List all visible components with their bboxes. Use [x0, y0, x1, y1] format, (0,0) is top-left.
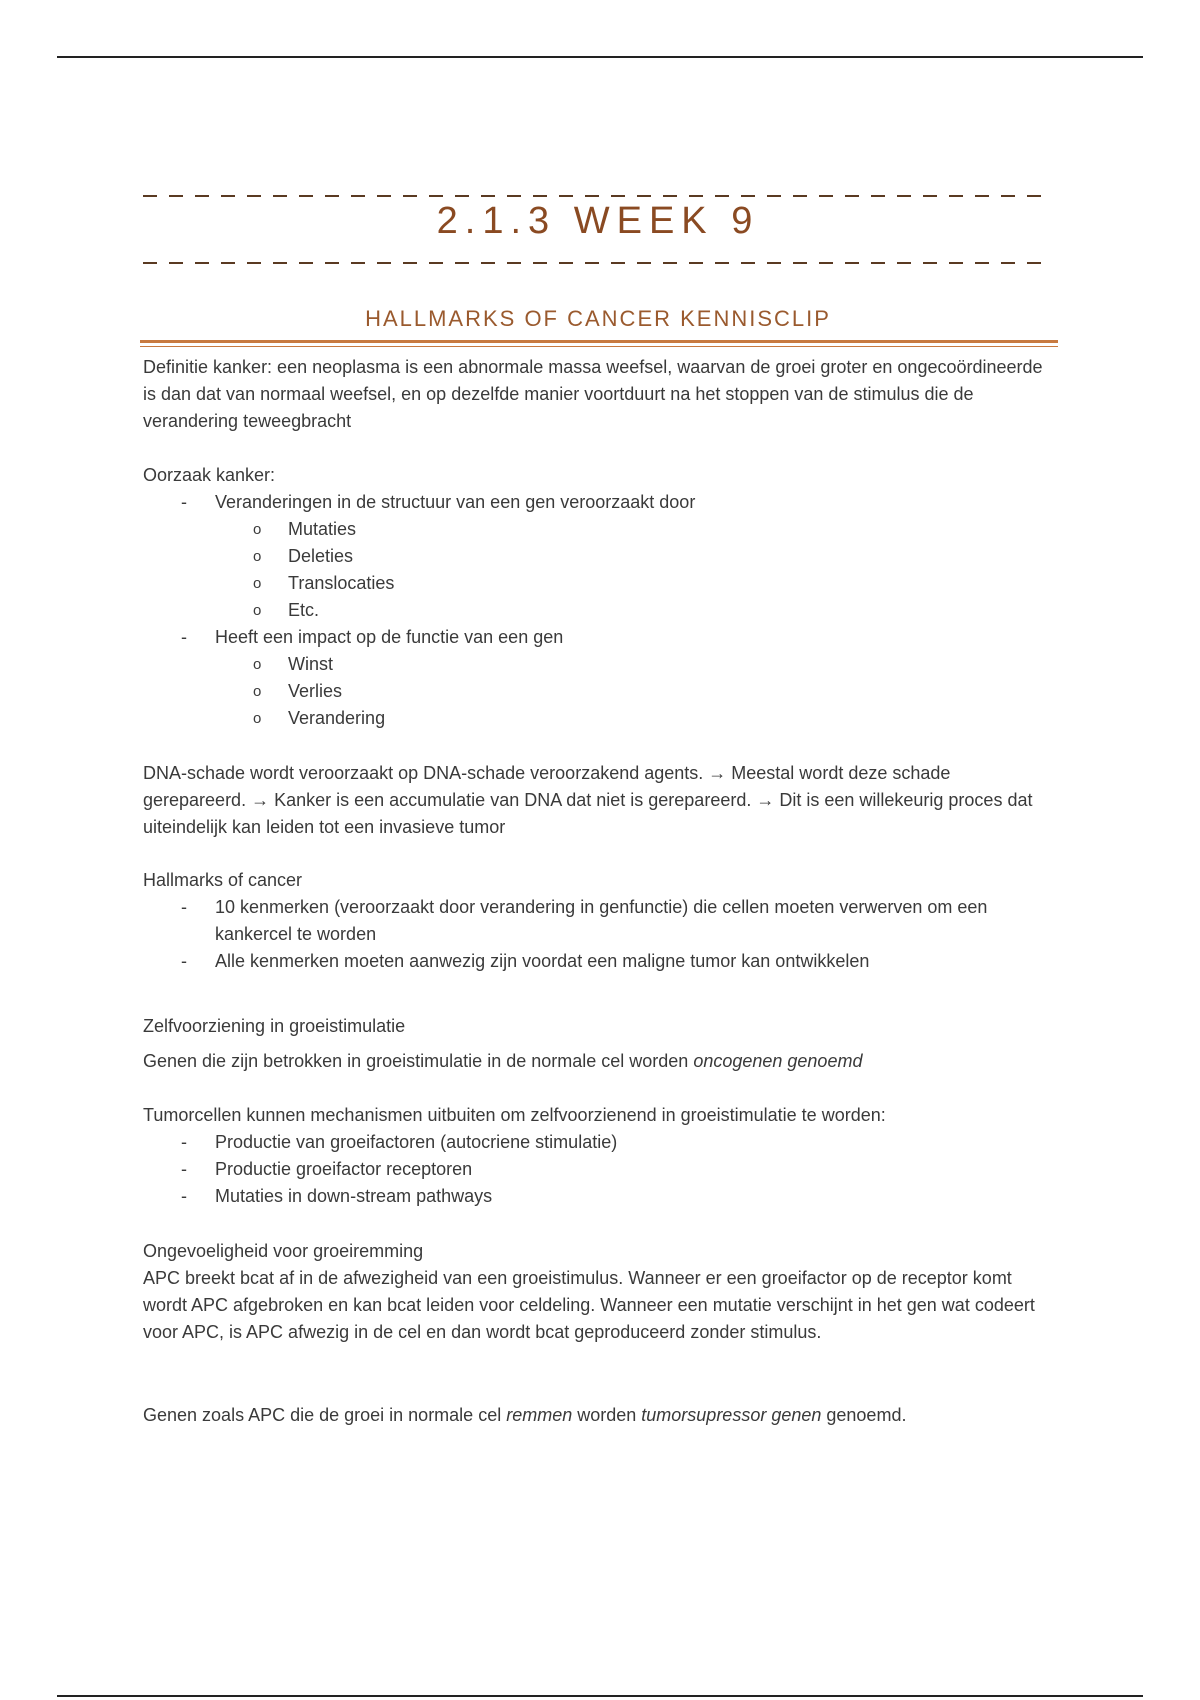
dna-text-part-1: DNA-schade wordt veroorzaakt op DNA-schade veroorzakend agents.	[143, 763, 709, 783]
list-item	[143, 489, 1058, 624]
hallmarks-list	[143, 894, 1058, 975]
dna-text-part-4: Dit is een willekeurig proces dat uiteindelijk kan leiden tot een invasieve tumor	[143, 790, 1033, 837]
list-item: o Deleties	[143, 543, 1058, 570]
section-title: HALLMARKS OF CANCER KENNISCLIP	[365, 306, 831, 331]
arrow-icon: →	[708, 763, 727, 783]
section-underline	[140, 340, 1058, 347]
title-dashed-line-top	[143, 195, 1053, 197]
list-item: - 10 kenmerken (veroorzaakt door verandering in genfunctie) die cellen moeten verwerven om een kankercel te worden	[143, 894, 1058, 948]
list-item	[143, 624, 1058, 732]
list-item: - Mutaties in down-stream pathways	[143, 1183, 1058, 1210]
zelfvoorziening-section	[143, 1013, 1058, 1075]
tumorcellen-intro: Tumorcellen kunnen mechanismen uitbuiten om zelfvoorzienend in groeistimulatie te worden:	[143, 1105, 886, 1125]
arrow-icon: →	[756, 790, 775, 810]
zelfvoorziening-heading: Zelfvoorziening in groeistimulatie	[143, 1016, 406, 1036]
list-item: o Mutaties	[143, 516, 1058, 543]
zelfvoorziening-text-plain: Genen die zijn betrokken in groeistimulatie in de normale cel worden	[143, 1051, 694, 1071]
page-top-rule	[57, 56, 1143, 58]
list-item: o Winst	[143, 651, 1058, 678]
genen-paragraph	[143, 1402, 1058, 1429]
dna-text-part-3: Kanker is een accumulatie van DNA dat niet is gerepareerd.	[269, 790, 757, 810]
genen-text-italic-1: remmen	[506, 1405, 573, 1425]
genen-text-part-2: worden	[572, 1405, 642, 1425]
dna-text-part-2: Meestal wordt deze schade gerepareerd.	[143, 763, 951, 810]
genen-text	[143, 1402, 1058, 1429]
genen-text-italic-2: tumorsupressor genen	[641, 1405, 822, 1425]
dna-paragraph	[143, 760, 1058, 841]
genen-text-part-3: genoemd.	[821, 1405, 907, 1425]
ongevoeligheid-heading: Ongevoeligheid voor groeiremming	[143, 1241, 424, 1261]
zelfvoorziening-text-italic: oncogenen genoemd	[693, 1051, 863, 1071]
tumorcellen-list	[143, 1129, 1058, 1210]
list-item: o Verandering	[143, 705, 1058, 732]
dna-text	[143, 760, 1058, 841]
list-item: o Etc.	[143, 597, 1058, 624]
oorzaak-section	[143, 462, 1058, 732]
list-item: o Translocaties	[143, 570, 1058, 597]
oorzaak-list	[143, 489, 1058, 732]
zelfvoorziening-text	[143, 1048, 1058, 1075]
ongevoeligheid-text: APC breekt bcat af in de afwezigheid van een groeistimulus. Wanneer er een groeifactor op de receptor komt wordt APC afgebroken en kan bcat leiden voor celdeling. Wanneer een mutatie verschijnt in het gen wat codeert voor APC, is APC afwezig in de cel en dan wordt bcat geproduceerd zonder stimulus.	[143, 1268, 1035, 1342]
tumorcellen-section	[143, 1102, 1058, 1210]
list-item: - Productie groeifactor receptoren	[143, 1156, 1058, 1183]
list-item: - Alle kenmerken moeten aanwezig zijn voordat een maligne tumor kan ontwikkelen	[143, 948, 1058, 975]
definition-paragraph	[143, 354, 1058, 435]
list-item: - Productie van groeifactoren (autocriene stimulatie)	[143, 1129, 1058, 1156]
hallmarks-heading: Hallmarks of cancer	[143, 870, 303, 890]
arrow-icon: →	[251, 790, 270, 810]
week-title: 2.1.3 WEEK 9	[436, 200, 760, 242]
definition-text: Definitie kanker: een neoplasma is een abnormale massa weefsel, waarvan de groei groter en ongecoördineerde is dan dat van normaal weefsel, en op dezelfde manier voortduurt na het stoppen van de stimulus die de verandering teweegbracht	[143, 357, 1043, 431]
page-bottom-rule	[57, 1695, 1143, 1697]
oorzaak-item-2: Heeft een impact op de functie van een gen	[215, 627, 564, 647]
oorzaak-sublist-2	[215, 651, 1058, 732]
list-item: o Verlies	[143, 678, 1058, 705]
title-dashed-line-bottom	[143, 262, 1053, 264]
oorzaak-sublist-1	[215, 516, 1058, 624]
ongevoeligheid-section	[143, 1238, 1058, 1346]
oorzaak-heading: Oorzaak kanker:	[143, 465, 276, 485]
oorzaak-item-1: Veranderingen in de structuur van een gen veroorzaakt door	[215, 492, 696, 512]
hallmarks-section	[143, 867, 1058, 975]
genen-text-part-1: Genen zoals APC die de groei in normale cel	[143, 1405, 507, 1425]
